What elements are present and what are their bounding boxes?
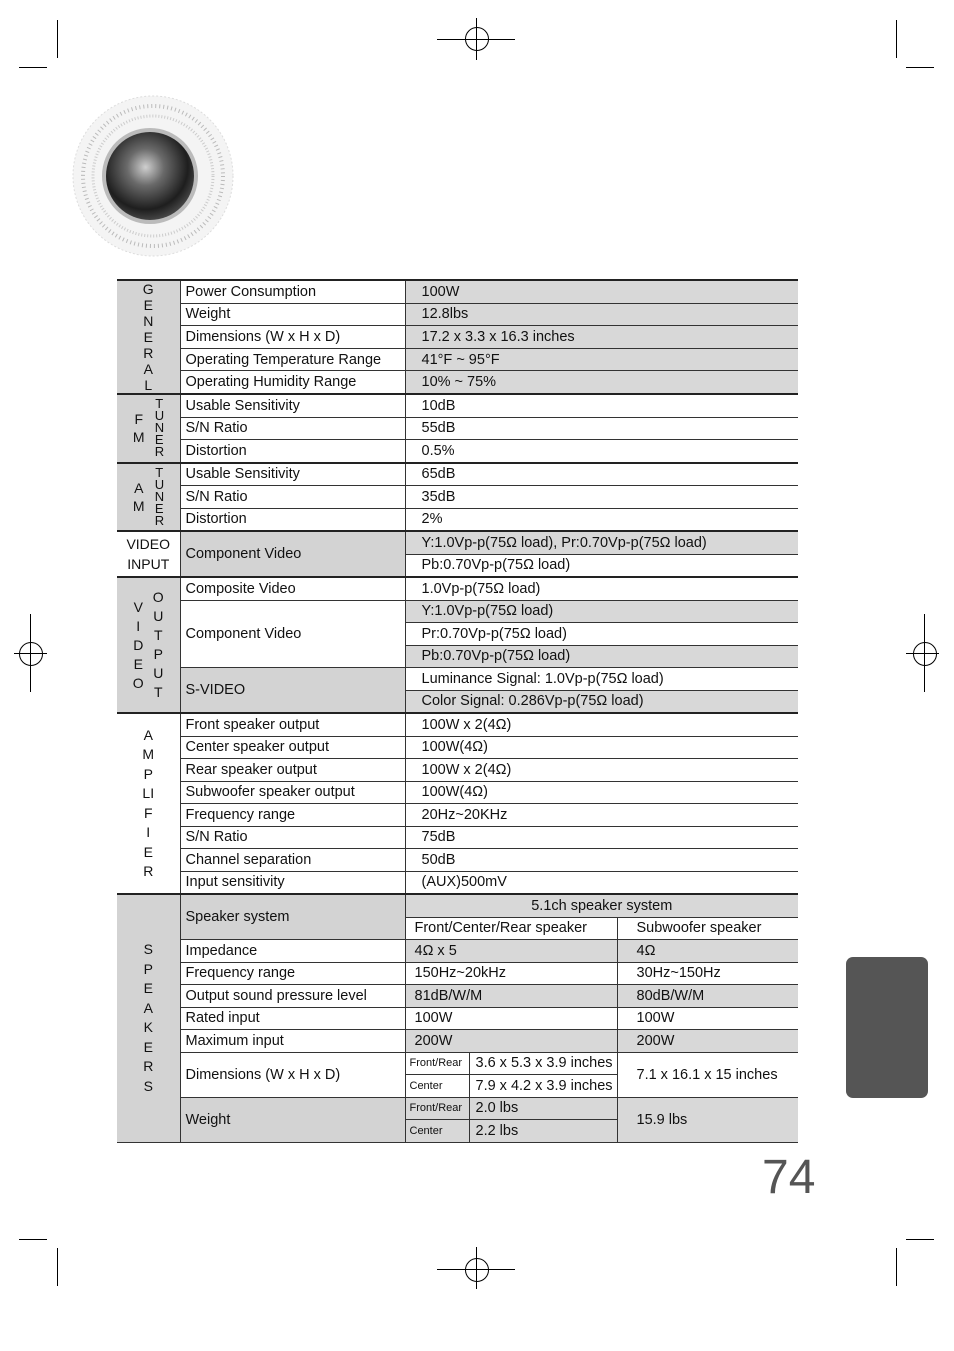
table-row bbox=[117, 759, 798, 782]
spec-value: Color Signal: 0.286Vp-p(75Ω load) bbox=[405, 690, 798, 713]
spec-label: S/N Ratio bbox=[180, 486, 405, 509]
category-general: GENERAL bbox=[117, 280, 180, 394]
spec-label: S-VIDEO bbox=[180, 668, 405, 714]
spec-label: Operating Humidity Range bbox=[180, 371, 405, 394]
spec-label: S/N Ratio bbox=[180, 826, 405, 849]
spec-label: Channel separation bbox=[180, 849, 405, 872]
crop-mark bbox=[896, 1248, 897, 1286]
table-row bbox=[117, 1007, 798, 1030]
spec-value: 41°F ~ 95°F bbox=[405, 348, 798, 371]
spec-value: 100W(4Ω) bbox=[405, 781, 798, 804]
spec-label: Distortion bbox=[180, 508, 405, 531]
spec-value: 0.5% bbox=[405, 440, 798, 463]
table-row bbox=[117, 1030, 798, 1053]
spec-label: Center speaker output bbox=[180, 736, 405, 759]
table-row bbox=[117, 985, 798, 1008]
spec-value: 5.1ch speaker system bbox=[405, 894, 798, 917]
spec-label: Rear speaker output bbox=[180, 759, 405, 782]
sub-label: Center bbox=[405, 1075, 469, 1098]
spec-label: Subwoofer speaker output bbox=[180, 781, 405, 804]
spec-value: Y:1.0Vp-p(75Ω load) bbox=[405, 600, 798, 623]
spec-label: Power Consumption bbox=[180, 280, 405, 303]
section-tab bbox=[846, 957, 928, 1098]
table-row bbox=[117, 1052, 798, 1075]
spec-label: Rated input bbox=[180, 1007, 405, 1030]
table-row bbox=[117, 531, 798, 554]
table-row bbox=[117, 371, 798, 394]
spec-label: Component Video bbox=[180, 531, 405, 577]
spec-value: 200W bbox=[405, 1030, 617, 1053]
spec-value: 81dB/W/M bbox=[405, 985, 617, 1008]
spec-value: 1.0Vp-p(75Ω load) bbox=[405, 577, 798, 600]
table-row bbox=[117, 486, 798, 509]
crop-mark bbox=[906, 1239, 934, 1240]
spec-value: 50dB bbox=[405, 849, 798, 872]
spec-label: S/N Ratio bbox=[180, 417, 405, 440]
table-row bbox=[117, 736, 798, 759]
speaker-graphic bbox=[68, 92, 238, 260]
spec-value: 65dB bbox=[405, 463, 798, 486]
spec-value: 75dB bbox=[405, 826, 798, 849]
table-row bbox=[117, 668, 798, 691]
spec-value: 12.8lbs bbox=[405, 303, 798, 326]
table-row bbox=[117, 894, 798, 917]
spec-value: 80dB/W/M bbox=[617, 985, 798, 1008]
spec-value: 10% ~ 75% bbox=[405, 371, 798, 394]
spec-value: (AUX)500mV bbox=[405, 871, 798, 894]
category-video-output: VIDEO OUTPUT bbox=[117, 577, 180, 713]
sub-label: Front/Rear bbox=[405, 1052, 469, 1075]
spec-value: 17.2 x 3.3 x 16.3 inches bbox=[405, 326, 798, 349]
table-row bbox=[117, 394, 798, 417]
table-row bbox=[117, 600, 798, 623]
spec-label: Weight bbox=[180, 303, 405, 326]
table-row bbox=[117, 280, 798, 303]
table-row bbox=[117, 508, 798, 531]
spec-label: Maximum input bbox=[180, 1030, 405, 1053]
page-number: 74 bbox=[762, 1151, 816, 1204]
spec-value: 200W bbox=[617, 1030, 798, 1053]
spec-label: Distortion bbox=[180, 440, 405, 463]
spec-label: Usable Sensitivity bbox=[180, 394, 405, 417]
spec-label: Weight bbox=[180, 1097, 405, 1142]
table-row bbox=[117, 348, 798, 371]
sub-label: Center bbox=[405, 1120, 469, 1143]
table-row bbox=[117, 871, 798, 894]
spec-value: 100W x 2(4Ω) bbox=[405, 713, 798, 736]
spec-value: Luminance Signal: 1.0Vp-p(75Ω load) bbox=[405, 668, 798, 691]
table-row bbox=[117, 940, 798, 963]
specifications-table bbox=[117, 279, 798, 1143]
spec-label: Composite Video bbox=[180, 577, 405, 600]
spec-value: 3.6 x 5.3 x 3.9 inches bbox=[469, 1052, 617, 1075]
spec-label: Speaker system bbox=[180, 894, 405, 940]
table-row bbox=[117, 849, 798, 872]
spec-value: 55dB bbox=[405, 417, 798, 440]
spec-value: 100W bbox=[405, 1007, 617, 1030]
spec-value: Pr:0.70Vp-p(75Ω load) bbox=[405, 623, 798, 646]
category-amplifier: AMPLIFIER bbox=[117, 713, 180, 894]
table-row bbox=[117, 303, 798, 326]
spec-value: 2% bbox=[405, 508, 798, 531]
spec-label: Usable Sensitivity bbox=[180, 463, 405, 486]
spec-label: Frequency range bbox=[180, 962, 405, 985]
spec-value: 100W x 2(4Ω) bbox=[405, 759, 798, 782]
spec-value: 15.9 lbs bbox=[617, 1097, 798, 1142]
category-fm-tuner: FM TUNER bbox=[117, 394, 180, 463]
spec-value: 7.9 x 4.2 x 3.9 inches bbox=[469, 1075, 617, 1098]
category-am-tuner: AM TUNER bbox=[117, 463, 180, 532]
spec-value: Y:1.0Vp-p(75Ω load), Pr:0.70Vp-p(75Ω load) bbox=[405, 531, 798, 554]
table-row bbox=[117, 326, 798, 349]
crop-mark bbox=[57, 1248, 58, 1286]
category-video-input: VIDEO INPUT bbox=[117, 531, 180, 577]
crop-mark bbox=[19, 1239, 47, 1240]
spec-label: Front speaker output bbox=[180, 713, 405, 736]
table-row bbox=[117, 713, 798, 736]
spec-value: 35dB bbox=[405, 486, 798, 509]
crop-mark bbox=[896, 20, 897, 58]
sub-label: Front/Rear bbox=[405, 1097, 469, 1120]
spec-value: 7.1 x 16.1 x 15 inches bbox=[617, 1052, 798, 1097]
crop-mark bbox=[19, 67, 47, 68]
table-row bbox=[117, 577, 798, 600]
spec-value: 100W bbox=[617, 1007, 798, 1030]
table-row bbox=[117, 463, 798, 486]
spec-value: 20Hz~20KHz bbox=[405, 804, 798, 827]
spec-label: Component Video bbox=[180, 600, 405, 668]
spec-value: 10dB bbox=[405, 394, 798, 417]
spec-label: Impedance bbox=[180, 940, 405, 963]
table-row bbox=[117, 781, 798, 804]
table-row bbox=[117, 804, 798, 827]
spec-label: Dimensions (W x H x D) bbox=[180, 1052, 405, 1097]
spec-value: 150Hz~20kHz bbox=[405, 962, 617, 985]
spec-value: Pb:0.70Vp-p(75Ω load) bbox=[405, 645, 798, 668]
spec-value: Pb:0.70Vp-p(75Ω load) bbox=[405, 554, 798, 577]
column-header: Front/Center/Rear speaker bbox=[405, 917, 617, 940]
spec-value: 4Ω x 5 bbox=[405, 940, 617, 963]
spec-value: 2.2 lbs bbox=[469, 1120, 617, 1143]
spec-label: Frequency range bbox=[180, 804, 405, 827]
table-row bbox=[117, 440, 798, 463]
spec-value: 100W(4Ω) bbox=[405, 736, 798, 759]
spec-label: Input sensitivity bbox=[180, 871, 405, 894]
spec-label: Operating Temperature Range bbox=[180, 348, 405, 371]
table-row bbox=[117, 826, 798, 849]
spec-value: 4Ω bbox=[617, 940, 798, 963]
crop-mark bbox=[57, 20, 58, 58]
category-speakers: SPEAKERS bbox=[117, 894, 180, 1142]
spec-label: Dimensions (W x H x D) bbox=[180, 326, 405, 349]
table-row bbox=[117, 1097, 798, 1120]
spec-value: 30Hz~150Hz bbox=[617, 962, 798, 985]
column-header: Subwoofer speaker bbox=[617, 917, 798, 940]
table-row bbox=[117, 417, 798, 440]
crop-mark bbox=[906, 67, 934, 68]
spec-value: 100W bbox=[405, 280, 798, 303]
spec-label: Output sound pressure level bbox=[180, 985, 405, 1008]
table-row bbox=[117, 962, 798, 985]
spec-value: 2.0 lbs bbox=[469, 1097, 617, 1120]
